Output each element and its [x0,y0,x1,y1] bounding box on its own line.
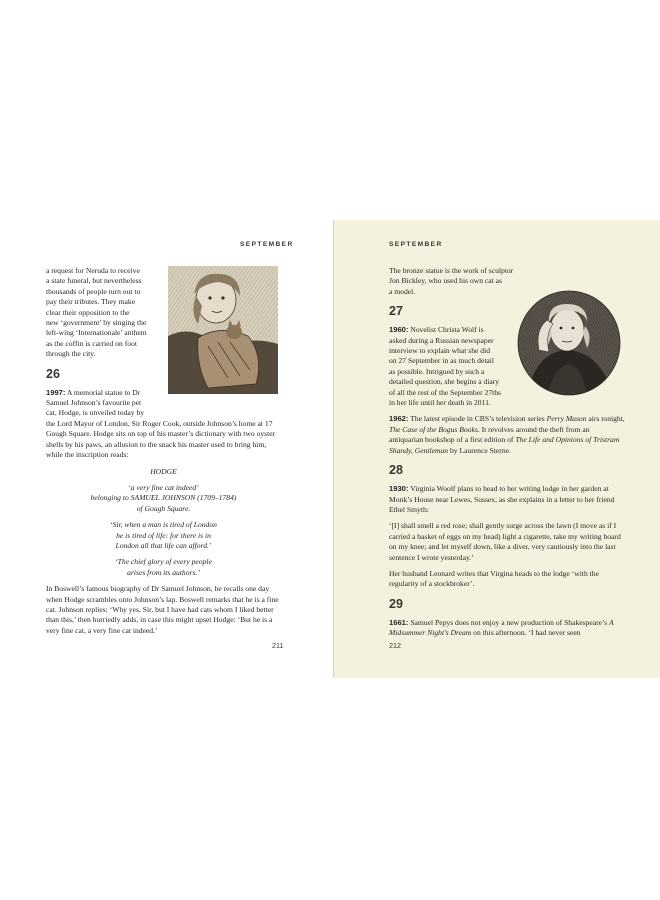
poem-line: ‘a very fine cat indeed’ [128,482,199,492]
play-title: A Midsummer Night’s Dream [389,617,614,638]
poem-line: belonging to SAMUEL JOHNSON (1709–1784) [90,493,237,503]
text-line: a model. [389,286,416,296]
text-line: clear their opposition to the [46,307,130,317]
inscription-stanza [46,520,281,551]
text-line: Samuel Johnson’s favourite pet [46,398,142,408]
entry-year: 1960: [389,325,409,335]
text-line: cat, Hodge, is unveiled today by [46,408,145,418]
entry-year: 1997: [46,387,66,397]
text-line: asked during a Russian newspaper [389,335,494,345]
text-line: left-wing ‘Internationale’ anthem [46,328,147,338]
poem-line: arises from its authors.’ [127,567,200,577]
inscription-title [46,467,281,477]
text-line: as the coffin is carried on foot [46,338,137,348]
text-line: interview to explain what she did [389,346,491,356]
poem-line: HODGE [150,466,177,476]
entry-text: Novelist Christa Wolf is [408,325,484,335]
entry-1960 [389,325,625,408]
day-heading-29: 29 [389,596,403,611]
tv-series-title: Perry Mason [546,414,587,424]
page-number: 211 [272,641,284,650]
left-page [0,220,333,678]
entry-1661 [389,618,625,639]
entry-1930 [389,484,625,515]
inscription-stanza [46,557,281,578]
left-text-flow [46,266,281,642]
entry-1997 [46,388,281,461]
entry-text: Virginia Woolf plans to head to her writing lodge in her garden at Monk’s House near Lewes, Sussex, as she explains in a letter to her friend Ethel Smyth: [389,484,615,514]
text-line: new ‘government’ by singing the [46,318,147,328]
day-heading-26: 26 [46,366,60,381]
text-line: a request for Neruda to receive [46,266,140,275]
entry-year: 1962: [389,414,409,424]
text-line: through the city. [46,349,96,359]
entry-year: 1930: [389,484,409,494]
poem-line: of Gough Square. [136,503,191,513]
intro-paragraph [389,266,625,297]
text-line: The bronze statue is the work of sculptor [389,266,514,275]
entry-text: A memorial statue to Dr [65,387,141,397]
entry-text: airs tonight, [586,414,625,424]
text-line [46,388,164,398]
entry-text: on this afternoon. ‘I had never seen [471,628,581,638]
entry-text: the Lord Mayor of London, Sir Roger Cook, outside Johnson’s home at 17 Gough Square. Hodge sits on top of his master’s dictionary with two oyster shells by his paws, an allusion to the snack his master used to bring him, while the inscription reads: [46,418,276,460]
entry-year: 1661: [389,617,409,627]
entry-1962 [389,414,625,456]
text-line: thousands of people turn out to [46,286,141,296]
poem-line: he is tired of life: for there is in [116,530,211,540]
right-page [333,220,660,678]
text-line: on 27 September in as much detail [389,356,495,366]
text-line: as possible. Intrigued by such a [389,366,485,376]
intro-paragraph [46,266,281,360]
entry-text: . It revolves around the theft from an antiquarian bookshop of a first edition of [389,424,590,445]
text-line: of all the rest of the September 27ths [389,387,501,397]
running-header: SEPTEMBER [389,241,443,248]
page-number: 212 [389,641,401,650]
entry-text: Samuel Pepys does not enjoy a new production of Shakespeare’s [408,617,609,627]
text-line: detailed question, she begins a diary [389,377,500,387]
poem-line: ‘Sir, when a man is tired of London [110,520,217,530]
text-line: in her life until her death in 2011. [389,398,491,408]
text-line [389,325,511,335]
text-line: pay their tributes. They make [46,297,136,307]
book-title: The Life and Opinions of Tristram Shandy, Gentleman [389,435,620,455]
text-line: Jon Bickley, who used his own cat as [389,276,502,286]
day-heading-28: 28 [389,463,403,478]
poem-line: London all that life can afford.’ [115,540,212,550]
text-line: a state funeral, but nevertheless [46,276,142,286]
leonard-paragraph: Her husband Leonard writes that Virgina heads to the lodge ‘with the regularity of a stockbroker’. [389,568,599,589]
closing-paragraph: In Boswell’s famous biography of Dr Samuel Johnson, he recalls one day when Hodge scrambles onto Johnson’s lap. Boswell remarks that he is a fine cat. Johnson replies: ‘Why yes, Sir, but I have had cats whom I liked better than this,’ then hurriedly adds, in case this might upset Hodge: ‘But he is a very fine cat, a very fine cat indeed.’ [46,584,279,635]
poem-line: ‘The chief glory of every people [115,557,212,567]
right-text-flow [389,266,625,645]
day-heading-27: 27 [389,304,403,319]
inscription-stanza [46,483,281,514]
running-header: SEPTEMBER [240,241,294,248]
episode-title: The Case of the Bogus Books [389,424,478,434]
woolf-quote: ‘[I] shall smell a red rose; shall gently surge across the lawn (I move as if I carried a basket of eggs on my head) light a cigarette, take my writing board on my knee; and let myself down, like a diver, very cautiously into the last sentence I wrote yesterday.’ [389,521,621,562]
entry-text: The latest episode in CBS’s television series [408,414,547,424]
entry-text: by Laurence Sterne. [448,445,511,455]
